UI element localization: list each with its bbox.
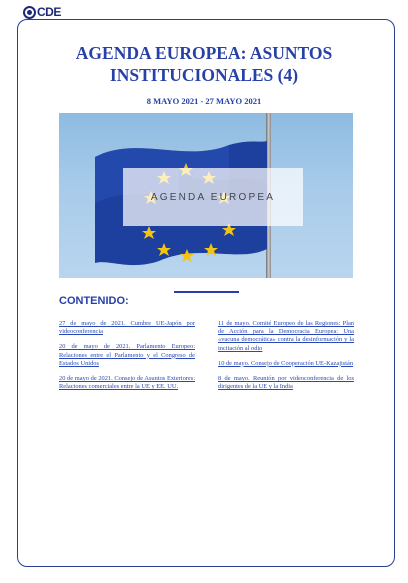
cde-logo-icon <box>23 6 36 19</box>
contents-column-left <box>59 320 195 398</box>
contents-heading: CONTENIDO: <box>59 295 129 307</box>
cde-logo <box>23 5 61 19</box>
contents-link[interactable]: 10 de mayo. Consejo de Cooperación UE-Kazajistán <box>218 359 354 367</box>
contents-column-right <box>218 320 354 398</box>
hero-overlay-label: AGENDA EUROPEA <box>150 191 276 203</box>
contents-link[interactable]: 20 de mayo de 2021. Parlamento Europeo: Relaciones entre el Parlamento y el Congreso de Estados Unidos <box>59 343 195 367</box>
section-separator <box>174 291 239 293</box>
contents-link[interactable]: 11 de mayo. Comité Europeo de las Regiones: Plan de Acción para la Democracia Europea: Una «vacuna democrática» contra la desinformación y la incitación al odio <box>218 320 354 352</box>
contents-link[interactable]: 27 de mayo de 2021. Cumbre UE-Japón por videoconferencia <box>59 320 195 336</box>
page-title: AGENDA EUROPEA: ASUNTOS INSTITUCIONALES (4) <box>75 43 333 85</box>
contents-link[interactable]: 20 de mayo de 2021. Consejo de Asuntos Exteriores: Relaciones comerciales entre la UE y EE. UU. <box>59 375 195 391</box>
date-range: 8 MAYO 2021 - 27 MAYO 2021 <box>146 96 262 106</box>
logo-text: CDE <box>37 5 61 19</box>
hero-image <box>59 113 353 278</box>
hero-overlay <box>123 168 303 226</box>
contents-link[interactable]: 8 de mayo. Reunión por videoconferencia de los dirigentes de la UE y la India <box>218 375 354 391</box>
